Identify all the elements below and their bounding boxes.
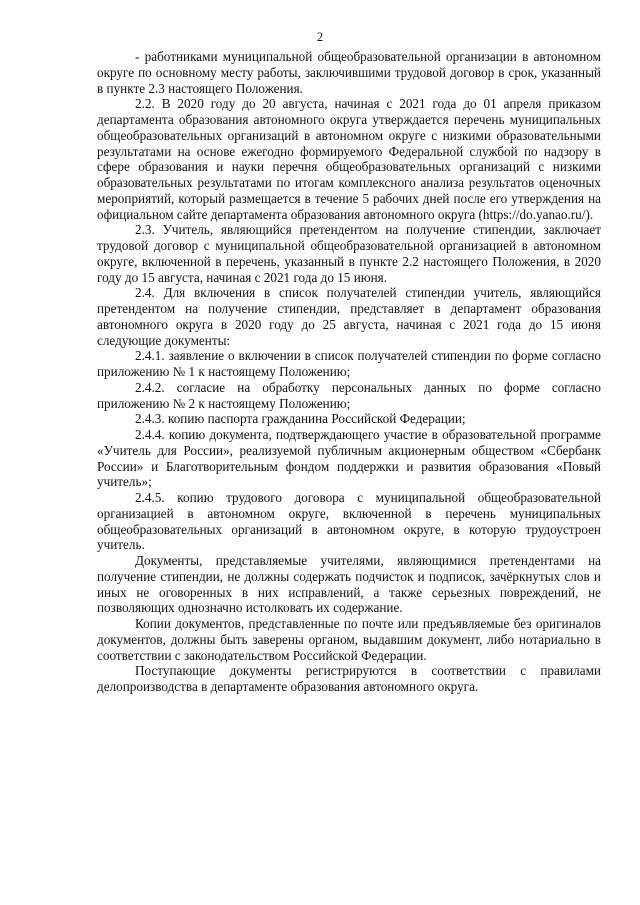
paragraph-2-4-1: 2.4.1. заявление о включении в список получателей стипендии по форме согласно приложению № 1 к настоящему Положению; bbox=[97, 348, 601, 379]
paragraph-registration: Поступающие документы регистрируются в соответствии с правилами делопроизводства в департаменте образования автономного округа. bbox=[97, 663, 601, 694]
paragraph-2-4-3: 2.4.3. копию паспорта гражданина Российской Федерации; bbox=[135, 411, 466, 427]
paragraph-employees: - работниками муниципальной общеобразовательной организации в автономном округе по основному месту работы, заключившими трудовой договор в срок, указанный в пункте 2.3 настоящего Положения. bbox=[97, 49, 601, 96]
paragraph-2-2: 2.2. В 2020 году до 20 августа, начиная с 2021 года до 01 апреля приказом департамента образования автономного округа утверждается перечень муниципальных общеобразовательных организаций в автономном округе с низкими образовательными результатами на основе ежегодно формируемого Федеральной службой по надзору в сфере образования и науки перечня общеобразовательных организаций с низкими образовательных результатами по итогам комплексного анализа результатов оценочных мероприятий, который размещается в течение 5 рабочих дней после его утверждения на официальном сайте департамента образования автономного округа (https://do.yanao.ru/). bbox=[97, 96, 601, 222]
paragraph-2-4-5: 2.4.5. копию трудового договора с муниципальной общеобразовательной организацией в автономном округе, включенной в перечень муниципальных общеобразовательных организаций в автономном округе, в которую трудоустроен учитель. bbox=[97, 490, 601, 553]
paragraph-copies-certification: Копии документов, представленные по почте или предъявляемые без оригиналов документов, должны быть заверены органом, выдавшим документ, либо нотариально в соответствии с законодательством Российской Федерации. bbox=[97, 616, 601, 663]
page-number: 2 bbox=[316, 30, 324, 44]
paragraph-2-4: 2.4. Для включения в список получателей стипендии учитель, являющийся претендентом на получение стипендии, представляет в департамент образования автономного округа в 2020 году до 25 августа, начиная с 2021 года до 15 июня следующие документы: bbox=[97, 285, 601, 348]
paragraph-document-requirements: Документы, представляемые учителями, являющимися претендентами на получение стипендии, не должны содержать подчисток и подписок, зачёркнутых слов и иных не оговоренных в них исправлений, а также серьезных повреждений, не позволяющих однозначно истолковать их содержание. bbox=[97, 553, 601, 616]
paragraph-2-4-2: 2.4.2. согласие на обработку персональных данных по форме согласно приложению № 2 к настоящему Положению; bbox=[97, 379, 601, 411]
paragraph-2-4-4: 2.4.4. копию документа, подтверждающего участие в образовательной программе «Учитель для России», реализуемой публичным акционерным обществом «Сбербанк России» и Благотворительным фондом поддержки и развития образования «Повый учитель»; bbox=[97, 427, 601, 490]
document-body bbox=[97, 49, 601, 695]
paragraph-2-3: 2.3. Учитель, являющийся претендентом на получение стипендии, заключает трудовой договор с муниципальной общеобразовательной организацией в автономном округе, включенной в перечень, указанный в пункте 2.2 настоящего Положения, в 2020 году до 15 августа, начиная с 2021 года до 15 июня. bbox=[97, 222, 601, 285]
